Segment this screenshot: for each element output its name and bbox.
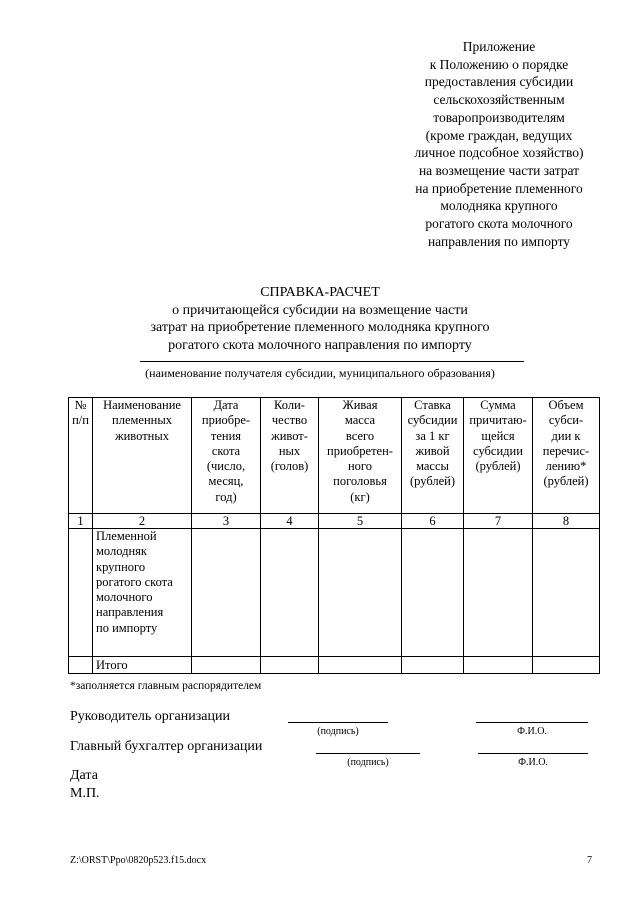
header-col-quantity: Коли- чество живот- ных (голов)	[261, 398, 319, 514]
accountant-name-caption: Ф.И.О.	[518, 757, 548, 768]
cell-rate	[402, 529, 464, 657]
head-signature-label: Руководитель организации	[70, 709, 230, 724]
recipient-caption: (наименование получателя субсидии, муниципального образования)	[145, 366, 495, 380]
head-name-line	[476, 722, 588, 723]
appendix-line: товаропроизводителям	[433, 109, 565, 125]
cell-transfer	[533, 529, 600, 657]
appendix-line: направления по импорту	[427, 233, 571, 249]
accountant-signature-label: Главный бухгалтер организации	[70, 739, 263, 754]
total-row	[69, 657, 600, 674]
column-number-row	[69, 514, 600, 529]
cell-date	[192, 657, 261, 674]
appendix-line: на приобретение племенного	[415, 180, 583, 196]
appendix-line: сельскохозяйственным	[433, 92, 565, 108]
header-col-date: Дата приобре- тения скота (число, месяц, год)	[192, 398, 261, 514]
total-label: Итого	[93, 657, 192, 674]
page-number: 7	[587, 855, 592, 866]
cell-amount	[464, 657, 533, 674]
column-number: 4	[261, 514, 319, 529]
header-col-amount: Сумма причитаю- щейся субсидии (рублей)	[464, 398, 533, 514]
header-col-live-weight: Живая масса всего приобретен- ного поголовья (кг)	[319, 398, 402, 514]
cell-number	[69, 657, 93, 674]
head-signature-caption: (подпись)	[317, 726, 359, 737]
cell-transfer	[533, 657, 600, 674]
appendix-line: молодняка крупного	[440, 198, 558, 214]
cell-amount	[464, 529, 533, 657]
table-row	[69, 529, 600, 657]
appendix-line: на возмещение части затрат	[418, 162, 580, 178]
appendix-line: личное подсобное хозяйство)	[414, 145, 584, 161]
accountant-signature-caption: (подпись)	[347, 757, 389, 768]
title-line: затрат на приобретение племенного молодняка крупного	[150, 320, 490, 335]
title-heading: СПРАВКА-РАСЧЕТ	[260, 285, 380, 300]
head-signature-line	[288, 722, 388, 723]
header-col-rate: Ставка субсидии за 1 кг живой массы (рублей)	[402, 398, 464, 514]
appendix-line: Приложение	[462, 39, 536, 54]
document-title	[100, 284, 540, 354]
column-number: 1	[69, 514, 93, 529]
appendix-header	[398, 38, 600, 250]
cell-rate	[402, 657, 464, 674]
header-col-name: Наименование племенных животных	[93, 398, 192, 514]
appendix-line: (кроме граждан, ведущих	[425, 127, 573, 143]
cell-quantity	[261, 657, 319, 674]
head-name-caption: Ф.И.О.	[517, 726, 547, 737]
accountant-signature-line	[316, 753, 420, 754]
column-number: 5	[319, 514, 402, 529]
header-col-transfer: Объем субси- дии к перечис- лению* (рублей)	[533, 398, 600, 514]
cell-live-weight	[319, 529, 402, 657]
header-col-number: № п/п	[69, 398, 93, 514]
table-header-row	[69, 398, 600, 514]
cell-live-weight	[319, 657, 402, 674]
cell-number	[69, 529, 93, 657]
file-path: Z:\ORST\Ppo\0820p523.f15.docx	[70, 855, 207, 866]
appendix-line: к Положению о порядке	[429, 56, 569, 72]
seal-label: М.П.	[70, 786, 100, 801]
date-label: Дата	[70, 768, 98, 783]
subsidy-table	[68, 397, 600, 674]
footnote: *заполняется главным распорядителем	[70, 680, 262, 692]
cell-date	[192, 529, 261, 657]
recipient-name-line	[140, 361, 524, 362]
appendix-line: предоставления субсидии	[424, 74, 574, 90]
cell-animal-name: Племенной молодняк крупного рогатого скота молочного направления по импорту	[93, 529, 192, 657]
column-number: 6	[402, 514, 464, 529]
column-number: 2	[93, 514, 192, 529]
column-number: 7	[464, 514, 533, 529]
appendix-line: рогатого скота молочного	[425, 216, 573, 232]
title-line: рогатого скота молочного направления по импорту	[168, 337, 472, 353]
title-line: о причитающейся субсидии на возмещение части	[172, 302, 468, 318]
accountant-name-line	[478, 753, 588, 754]
column-number: 3	[192, 514, 261, 529]
cell-quantity	[261, 529, 319, 657]
column-number: 8	[533, 514, 600, 529]
